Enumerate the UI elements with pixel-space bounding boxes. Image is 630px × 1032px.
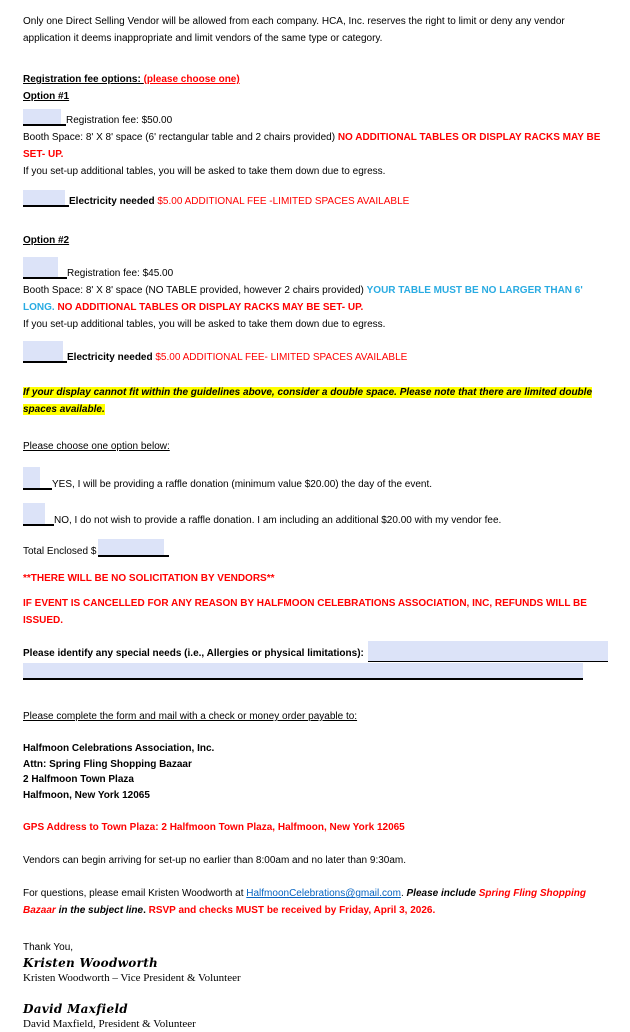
option1-title	[23, 88, 608, 105]
mail-instructions-text: Please complete the form and mail with a check or money order payable to:	[23, 711, 358, 722]
contact-paragraph	[23, 885, 608, 919]
option2-booth-text: Booth Space: 8' X 8' space (NO TABLE provided, however 2 chairs provided)	[23, 285, 367, 296]
raffle-no-field[interactable]	[23, 503, 54, 526]
contact-period: .	[143, 905, 149, 916]
total-enclosed-field-box[interactable]	[98, 539, 164, 555]
option2-electricity-fee: $5.00 ADDITIONAL FEE- LIMITED SPACES AVAILABLE	[155, 352, 408, 363]
option1-electricity-field[interactable]	[23, 190, 69, 207]
signature-david-print: David Maxfield, President & Volunteer	[23, 1018, 196, 1030]
total-enclosed-row	[23, 539, 608, 560]
option1-fee-label: Registration fee: $50.00	[66, 115, 173, 126]
contact-pre-text: For questions, please email Kristen Woodworth at	[23, 888, 247, 899]
option2-electricity-field-box[interactable]	[23, 341, 63, 361]
refund-notice	[23, 595, 608, 629]
option2-fee-label: Registration fee: $45.00	[67, 268, 174, 279]
option2-electricity-row	[23, 341, 608, 366]
address-line-attn: Attn: Spring Fling Shopping Bazaar	[23, 758, 192, 770]
option2-choice-field-box[interactable]	[23, 257, 58, 277]
option2-title	[23, 232, 608, 249]
option2-electricity-label: Electricity needed	[67, 352, 156, 363]
option1-electricity-field-box[interactable]	[23, 190, 65, 205]
option2-booth-warning: NO ADDITIONAL TABLES OR DISPLAY RACKS MAY BE SET- UP.	[57, 302, 364, 313]
double-space-note	[23, 384, 608, 418]
option1-choice-field[interactable]	[23, 109, 66, 126]
option1-electricity-label: Electricity needed	[69, 196, 158, 207]
signature-kristen-print: Kristen Woodworth – Vice President & Volunteer	[23, 972, 241, 984]
option1-egress-line: If you set-up additional tables, you will be asked to take them down due to egress.	[23, 166, 386, 177]
option2-fee-row	[23, 257, 608, 282]
signature-kristen-script: Kristen Woodworth	[23, 956, 159, 970]
signature-david-script: David Maxfield	[23, 1002, 128, 1016]
option2-table-rule: YOUR TABLE MUST BE NO LARGER THAN 6' LONG.	[23, 285, 583, 313]
double-space-note-line2: spaces available.	[23, 404, 105, 415]
no-solicitation-text: **THERE WILL BE NO SOLICITATION BY VENDORS**	[23, 573, 275, 584]
address-line-org: Halfmoon Celebrations Association, Inc.	[23, 743, 215, 754]
mail-instructions-heading	[23, 708, 608, 725]
option2-title-text: Option #2	[23, 235, 70, 246]
option1-choice-field-box[interactable]	[23, 109, 61, 124]
raffle-yes-row	[23, 467, 608, 493]
gps-address-line	[23, 819, 608, 836]
email-link[interactable]: HalfmoonCelebrations@gmail.com	[246, 888, 401, 899]
total-enclosed-field[interactable]	[98, 539, 169, 557]
contact-include-pre: Please include	[406, 888, 479, 899]
registration-options-heading	[23, 71, 608, 88]
registration-heading-note: (please choose one)	[143, 74, 240, 85]
contact-separator: .	[400, 888, 407, 899]
raffle-yes-label: YES, I will be providing a raffle donation (minimum value $20.00) the day of the event.	[52, 479, 433, 490]
option1-electricity-row	[23, 190, 608, 210]
raffle-heading	[23, 438, 608, 455]
special-needs-field[interactable]	[368, 641, 608, 662]
raffle-no-row	[23, 503, 608, 529]
raffle-no-label: NO, I do not wish to provide a raffle donation. I am including an additional $20.00 with my vendor fee.	[54, 515, 502, 526]
option2-egress-line: If you set-up additional tables, you will be asked to take them down due to egress.	[23, 319, 386, 330]
special-needs-row	[23, 641, 608, 662]
raffle-yes-field[interactable]	[23, 467, 52, 490]
contact-include-post: in the subject line	[55, 905, 144, 916]
address-line-street: 2 Halfmoon Town Plaza	[23, 774, 134, 785]
refund-text: IF EVENT IS CANCELLED FOR ANY REASON BY HALFMOON CELEBRATIONS ASSOCIATION, INC, REFUNDS WILL BE ISSUED.	[23, 598, 587, 626]
gps-address-text: GPS Address to Town Plaza: 2 Halfmoon Town Plaza, Halfmoon, New York 12065	[23, 822, 405, 833]
raffle-yes-field-box[interactable]	[23, 467, 40, 488]
option1-booth-text: Booth Space: 8' X 8' space (6' rectangular table and 2 chairs provided)	[23, 132, 338, 143]
special-needs-field-line2[interactable]	[23, 663, 583, 680]
registration-heading-text: Registration fee options:	[23, 74, 144, 85]
no-solicitation-notice	[23, 570, 608, 587]
option2-booth-line	[23, 282, 608, 316]
option1-electricity-fee: $5.00 ADDITIONAL FEE -LIMITED SPACES AVAILABLE	[157, 196, 410, 207]
special-needs-label: Please identify any special needs (i.e., Allergies or physical limitations):	[23, 648, 364, 659]
intro-paragraph: Only one Direct Selling Vendor will be allowed from each company. HCA, Inc. reserves the right to limit or deny any vendor application it deems inappropriate and limit vendors of the same type or category.	[23, 16, 565, 44]
option1-fee-row	[23, 109, 608, 129]
arrival-line: Vendors can begin arriving for set-up no earlier than 8:00am and no later than 9:30am.	[23, 855, 407, 866]
option1-booth-warning: NO ADDITIONAL TABLES OR DISPLAY RACKS MAY BE SET- UP.	[23, 132, 601, 160]
raffle-heading-text: Please choose one option below:	[23, 441, 170, 452]
thank-you-line: Thank You,	[23, 942, 74, 953]
rsvp-deadline-text: RSVP and checks MUST be received by Friday, April 3, 2026.	[148, 905, 436, 916]
option1-title-text: Option #1	[23, 91, 70, 102]
raffle-no-field-box[interactable]	[23, 503, 45, 524]
option1-booth-line	[23, 129, 608, 163]
option2-choice-field[interactable]	[23, 257, 67, 279]
address-line-city: Halfmoon, New York 12065	[23, 789, 150, 801]
mailing-address-block	[23, 741, 608, 803]
contact-event-name: Spring Fling Shopping Bazaar	[23, 888, 586, 916]
total-enclosed-label: Total Enclosed $	[23, 546, 97, 557]
option2-electricity-field[interactable]	[23, 341, 67, 363]
double-space-note-line1: If your display cannot fit within the guidelines above, consider a double space. Please note that there are limited double	[23, 387, 593, 398]
